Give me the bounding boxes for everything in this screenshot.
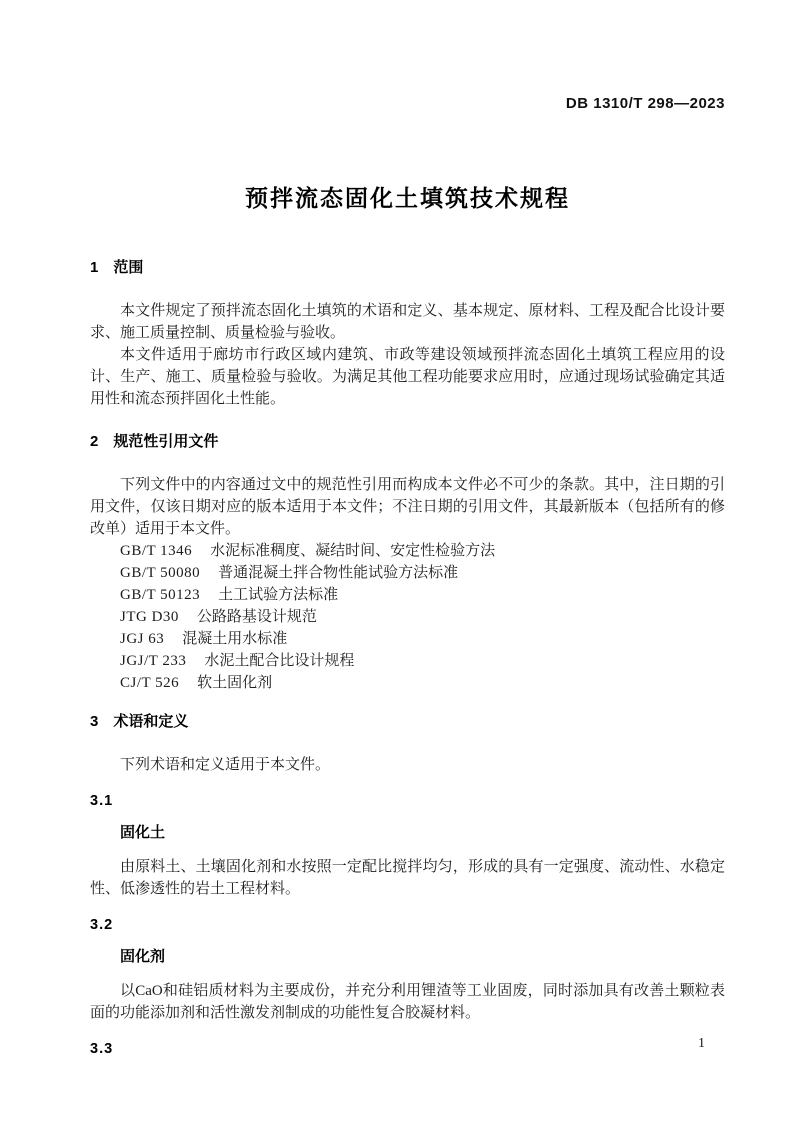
term-number: 3.3: [90, 1041, 114, 1057]
reference-item: [90, 606, 725, 628]
section-2-number: 2: [90, 433, 99, 450]
section-1-paragraph-2: 本文件适用于廊坊市行政区域内建筑、市政等建设领域预拌流态固化土填筑工程应用的设计、生产、施工、质量检验与验收。为满足其他工程功能要求应用时，应通过现场试验确定其适用性和流态预拌固化土性能。: [90, 347, 725, 407]
term-definition: 由原料土、土壤固化剂和水按照一定配比搅拌均匀，形成的具有一定强度、流动性、水稳定性、低渗透性的岩土工程材料。: [90, 859, 725, 897]
reference-title: 普通混凝土拌合物性能试验方法标准: [218, 565, 459, 581]
section-3-number: 3: [90, 713, 99, 730]
doc-code: DB 1310/T 298—2023: [565, 95, 725, 112]
section-1-paragraph-1: 本文件规定了预拌流态固化土填筑的术语和定义、基本规定、原材料、工程及配合比设计要求、施工质量控制、质量检验与验收。: [90, 303, 725, 341]
section-2-intro: 下列文件中的内容通过文中的规范性引用而构成本文件必不可少的条款。其中，注日期的引用文件，仅该日期对应的版本适用于本文件；不注日期的引用文件，其最新版本（包括所有的修改单）适用于本文件。: [90, 477, 725, 537]
references-list: [90, 540, 725, 694]
section-3-intro: 下列术语和定义适用于本文件。: [120, 757, 331, 773]
term-number: 3.2: [90, 917, 114, 933]
term-block: [90, 1040, 725, 1058]
reference-code: JGJ/T 233: [120, 653, 187, 669]
reference-code: JTG D30: [120, 609, 179, 625]
reference-item: [90, 540, 725, 562]
reference-item: [90, 672, 725, 694]
reference-title: 软土固化剂: [197, 675, 273, 691]
term-number: 3.1: [90, 793, 114, 809]
reference-item: [90, 650, 725, 672]
section-1-number: 1: [90, 259, 99, 276]
term-block: [90, 792, 725, 900]
section-1-heading: [90, 257, 725, 279]
section-2-heading: [90, 431, 725, 453]
term-name: 固化剂: [120, 948, 166, 965]
reference-title: 水泥土配合比设计规程: [204, 653, 355, 669]
term-definition: 以CaO和硅铝质材料为主要成份，并充分利用锂渣等工业固废，同时添加具有改善土颗粒表面的功能添加剂和活性激发剂制成的功能性复合胶凝材料。: [90, 983, 725, 1021]
document-title: 预拌流态固化土填筑技术规程: [245, 185, 570, 211]
section-3-title: 术语和定义: [113, 713, 189, 730]
reference-item: [90, 584, 725, 606]
reference-title: 混凝土用水标准: [182, 631, 288, 647]
section-1-title: 范围: [113, 259, 144, 276]
reference-title: 水泥标准稠度、凝结时间、安定性检验方法: [210, 543, 496, 559]
section-2-title: 规范性引用文件: [113, 433, 219, 450]
reference-code: GB/T 50080: [120, 565, 201, 581]
reference-title: 土工试验方法标准: [218, 587, 339, 603]
reference-code: CJ/T 526: [120, 675, 180, 691]
page-number: 1: [698, 1036, 705, 1051]
reference-item: [90, 628, 725, 650]
term-name: 固化土: [120, 824, 166, 841]
reference-code: GB/T 1346: [120, 543, 193, 559]
reference-code: JGJ 63: [120, 631, 165, 647]
reference-code: GB/T 50123: [120, 587, 201, 603]
reference-item: [90, 562, 725, 584]
reference-title: 公路路基设计规范: [196, 609, 317, 625]
section-3-heading: [90, 711, 725, 733]
term-block: [90, 916, 725, 1024]
